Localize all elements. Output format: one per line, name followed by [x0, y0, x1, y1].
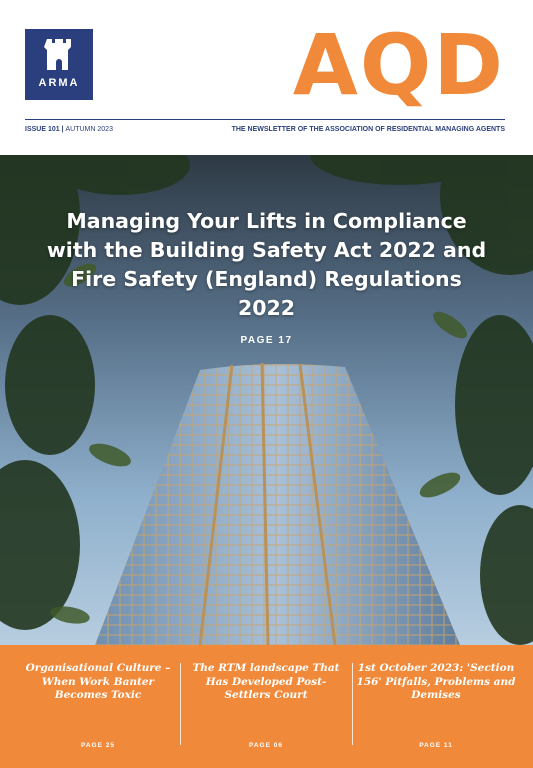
arma-logo [25, 29, 93, 100]
cover-photo [0, 155, 533, 645]
cover-page-ref: PAGE 17 [240, 335, 293, 346]
tagline: THE NEWSLETTER OF THE ASSOCIATION OF RESIDENTIAL MANAGING AGENTS [231, 126, 505, 133]
issue-info: ISSUE 101 | AUTUMN 2023 [25, 126, 113, 133]
masthead-title: AQD [292, 16, 505, 114]
logo-text: ARMA [38, 77, 80, 89]
teaser-2 [186, 662, 346, 749]
teaser-strip [0, 645, 533, 768]
issue-season: AUTUMN 2023 [65, 126, 113, 133]
teaser-divider [352, 663, 353, 745]
cover-headline: Managing Your Lifts in Compliance with the Building Safety Act 2022 and Fire Safety (England) Regulations 2022 [46, 209, 487, 320]
teaser-title: The RTM landscape That Has Developed Post-Settlers Court [192, 662, 340, 701]
teaser-page: PAGE 25 [81, 742, 115, 749]
teaser-title: Organisational Culture – When Work Banter Becomes Toxic [25, 662, 171, 701]
teaser-page: PAGE 06 [249, 742, 283, 749]
issue-number: ISSUE 101 [25, 126, 60, 133]
teaser-page: PAGE 11 [419, 742, 453, 749]
header-rule [25, 119, 505, 120]
teaser-divider [180, 663, 181, 745]
castle-tower-icon [44, 37, 74, 73]
teaser-3 [356, 662, 516, 749]
teaser-title: 1st October 2023: 'Section 156' Pitfalls, Problems and Demises [356, 662, 516, 701]
teaser-1 [18, 662, 178, 749]
